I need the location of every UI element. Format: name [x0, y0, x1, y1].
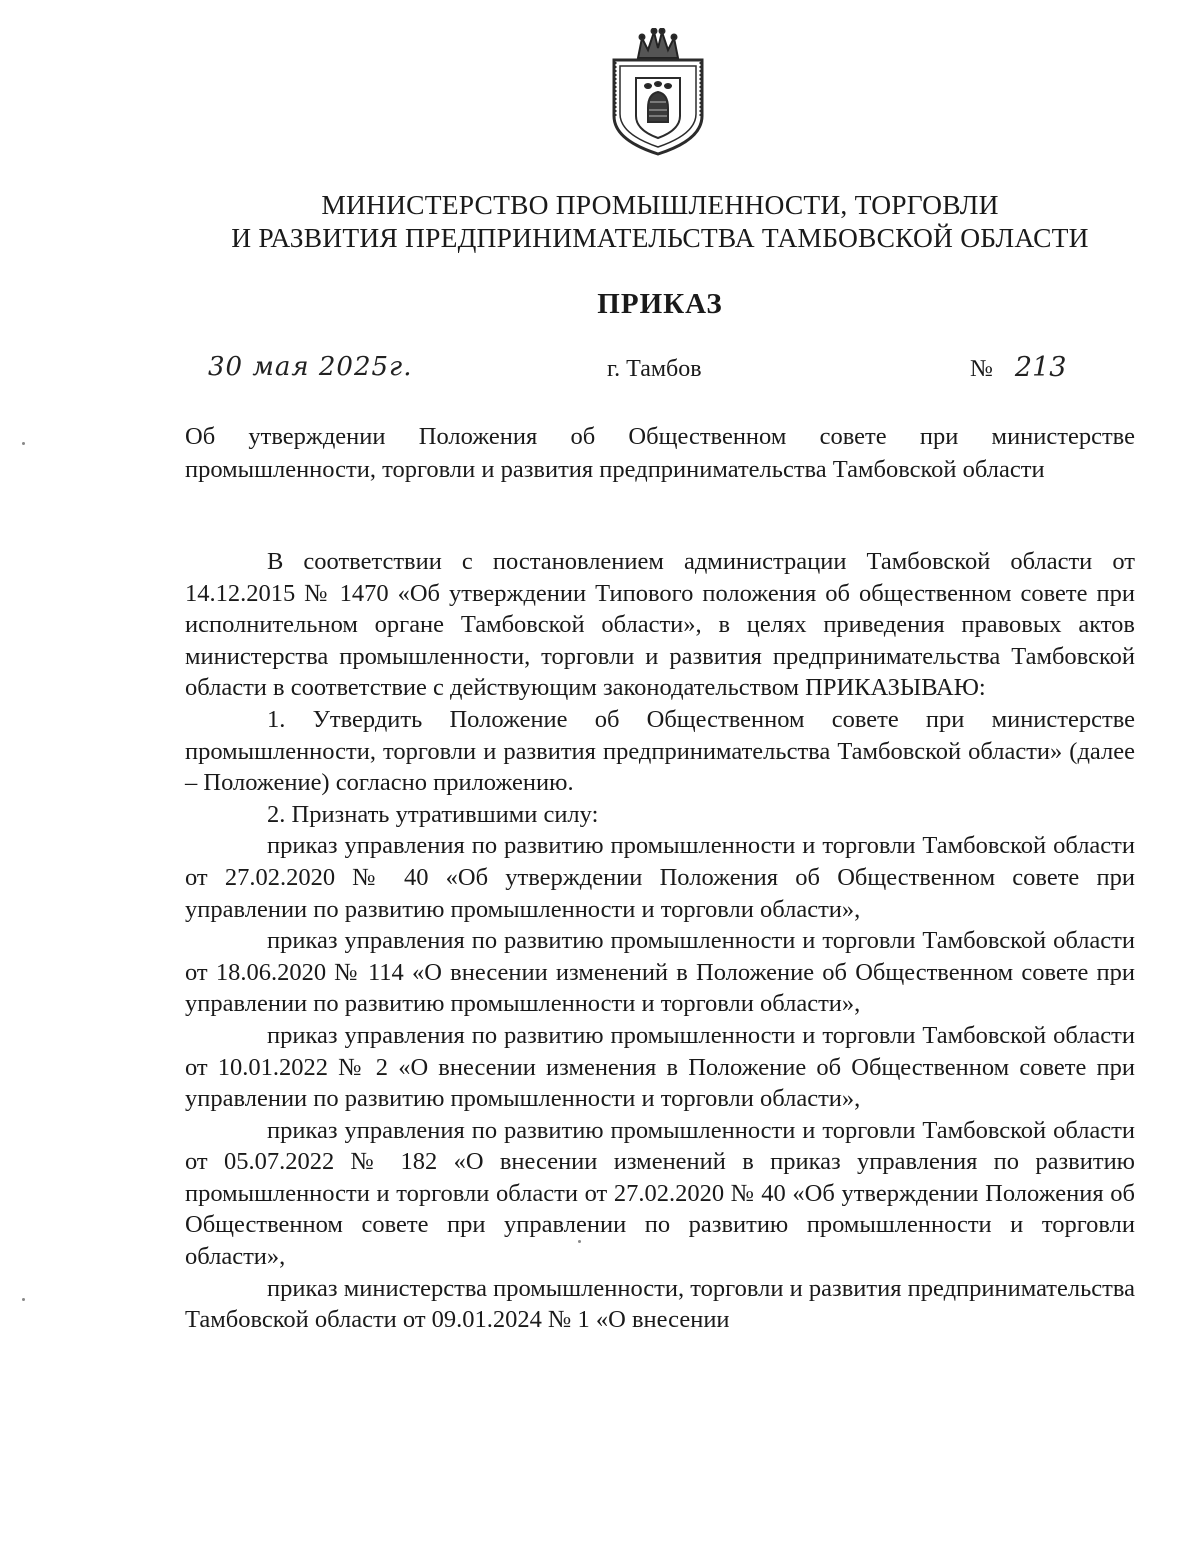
repealed-order-item: приказ управления по развитию промышленности и торговли Тамбовской области от 10.01.2022 № 2 «О внесении изменения в Положение об Общественном совете при управлении по развитию промышленности и торговли области»,	[185, 1021, 1135, 1113]
scan-speck	[22, 1298, 25, 1301]
document-type-title: ПРИКАЗ	[597, 288, 723, 320]
repealed-order-item: приказ министерства промышленности, торговли и развития предпринимательства Тамбовской области от 09.01.2024 № 1 «О внесении	[185, 1274, 1135, 1334]
repealed-order-item: приказ управления по развитию промышленности и торговли Тамбовской области от 18.06.2020 № 114 «О внесении изменений в Положение об Общественном совете при управлении по развитию промышленности и торговли области»,	[185, 927, 1135, 1018]
order-body	[185, 546, 1135, 1336]
scan-speck	[578, 1240, 581, 1243]
order-subject: Об утверждении Положения об Общественном совете при министерстве промышленности, торговли и развития предпринимательства Тамбовской области	[185, 423, 1135, 483]
city-label: г. Тамбов	[607, 356, 702, 382]
ministry-name-line-1: МИНИСТЕРСТВО ПРОМЫШЛЕННОСТИ, ТОРГОВЛИ	[321, 189, 999, 220]
preamble-paragraph: В соответствии с постановлением администрации Тамбовской области от 14.12.2015 № 1470 «Об утверждении Типового положения об общественном совете при исполнительном органе Тамбовской области», в целях приведения правовых актов министерства промышленности, торговли и развития предпринимательства Тамбовской области в соответствие с действующим законодательством ПРИКАЗЫВАЮ:	[185, 548, 1135, 702]
number-sign-label: №	[970, 356, 993, 382]
clause-2-paragraph: 2. Признать утратившими силу:	[267, 800, 599, 828]
ministry-name-line-2: И РАЗВИТИЯ ПРЕДПРИНИМАТЕЛЬСТВА ТАМБОВСКОЙ ОБЛАСТИ	[231, 222, 1089, 253]
clause-1-paragraph: 1. Утвердить Положение об Общественном совете при министерстве промышленности, торговли и развития предпринимательства Тамбовской области» (далее – Положение) согласно приложению.	[185, 705, 1135, 797]
scan-speck	[22, 442, 25, 445]
handwritten-number: 213	[1014, 352, 1067, 383]
handwritten-date: 30 мая 2025г.	[208, 352, 413, 382]
tambov-region-coat-of-arms-icon	[604, 28, 712, 158]
ministry-name	[180, 188, 1140, 254]
document-number	[970, 352, 1066, 383]
repealed-order-item: приказ управления по развитию промышленности и торговли Тамбовской области от 05.07.2022 № 182 «О внесении изменений в приказ управления по развитию промышленности и торговли области от 27.02.2020 № 40 «Об утверждении Положения об Общественном совете при управлении по развитию промышленности и торговли области»,	[185, 1116, 1135, 1271]
repealed-order-item: приказ управления по развитию промышленности и торговли Тамбовской области от 27.02.2020 № 40 «Об утверждении Положения об Общественном совете при управлении по развитию промышленности и торговли области»,	[185, 832, 1135, 923]
